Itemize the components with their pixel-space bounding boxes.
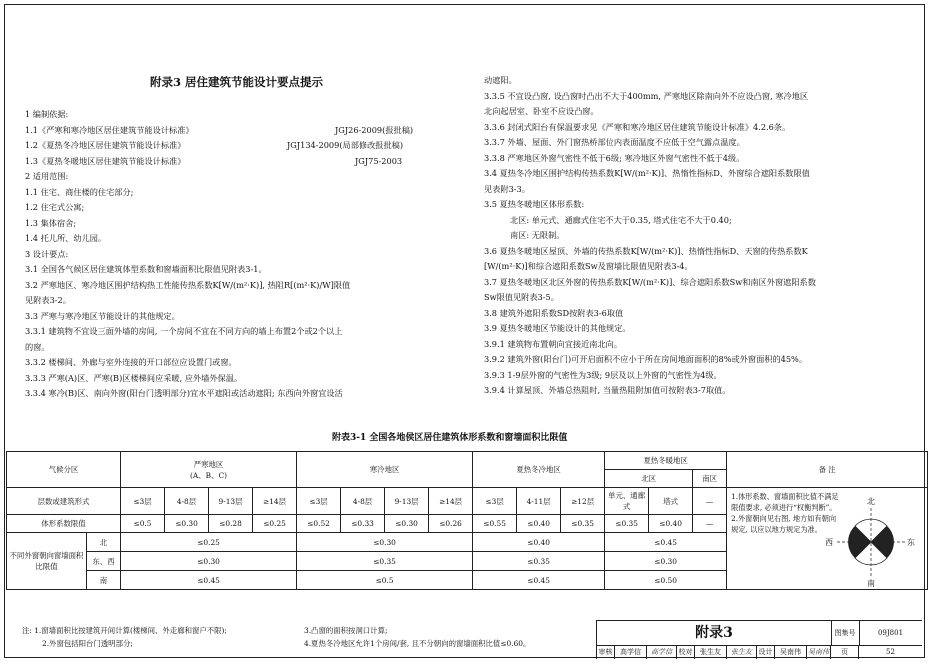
left-line: 见附表3-2。 <box>25 295 71 305</box>
shape-value: ≤0.26 <box>429 515 473 533</box>
right-line: Sw限值见附表3-5。 <box>484 292 559 302</box>
ratio-value: ≤0.30 <box>297 533 473 552</box>
right-line: [W/(m²·K)]和综合遮阳系数Sw及窗墙比限值见附表3-4。 <box>484 261 693 271</box>
shape-value: ≤0.40 <box>649 515 693 533</box>
left-line: 1 编制依据: <box>25 109 69 119</box>
page-number: 52 <box>886 648 895 656</box>
right-line: 3.9 夏热冬暖地区节能设计的其他规定。 <box>484 323 631 333</box>
reviewer-name: 高学信 <box>615 645 647 659</box>
ratio-value: ≤0.5 <box>297 571 473 590</box>
cold-header: 寒冷地区 <box>297 452 473 488</box>
ratio-value: ≤0.30 <box>121 552 297 571</box>
zone-header: 气候分区 <box>7 452 121 488</box>
remarks-header: 备 注 <box>727 452 928 488</box>
table-notes <box>22 624 530 650</box>
ratio-value: ≤0.45 <box>473 571 605 590</box>
compass-east-label: 东 <box>907 538 915 547</box>
appendix-title: 附录3 居住建筑节能设计要点提示 <box>150 75 324 89</box>
shape-value: ≤0.28 <box>209 515 253 533</box>
right-line: 北区: 单元式、通廊式住宅不大于0.35, 塔式住宅不大于0.40; <box>510 214 732 225</box>
ratio-value: ≤0.25 <box>121 533 297 552</box>
shape-value: ≤0.55 <box>473 515 517 533</box>
ratio-value: ≤0.35 <box>297 552 473 571</box>
floors-cell: ≥14层 <box>253 488 297 515</box>
table-caption: 附表3-1 全国各地侯区居住建筑体形系数和窗墙面积比限值 <box>332 433 568 443</box>
ratio-value: ≤0.35 <box>473 552 605 571</box>
orientation-south: 南 <box>87 571 121 590</box>
left-line: 3.1 全国各气候区居住建筑体型系数和窗墙面积比限值见附表3-1。 <box>25 264 267 274</box>
right-line: 3.9.1 建筑物布置朝向宜接近南北向。 <box>484 338 623 349</box>
shape-value: ≤0.30 <box>165 515 209 533</box>
left-line: 3.3.1 建筑物不宜设三面外墙的房间, 一个房间不宜在不同方向的墙上布置2个或2个以上 <box>25 326 343 336</box>
left-line: 的窗。 <box>25 341 50 352</box>
page-label: 页 <box>831 645 859 659</box>
left-line: 3.3.3 严寒(A)区、严寒(B)区楼梯间应采暖, 应外墙外保温。 <box>25 372 243 383</box>
right-column <box>484 73 920 399</box>
standard-code-2: JGJ134-2009(局部修改报批稿) <box>287 140 404 150</box>
left-line: 3.3.4 寒冷(B)区、南向外窗(阳台门透明部分)宜水平遮阳或活动遮阳; 东西向外窗宜设活 <box>25 388 343 398</box>
tower-type-cell: 塔式 <box>649 488 693 515</box>
ratio-value: ≤0.40 <box>473 533 605 552</box>
reviewer-signature: 高学信 <box>647 645 677 659</box>
floors-cell: ≤3层 <box>473 488 517 515</box>
ratio-value: ≤0.50 <box>605 571 727 590</box>
design-label: 设计 <box>757 645 775 659</box>
standard-code-1: JGJ26-2009(报批稿) <box>335 124 414 135</box>
left-column <box>25 107 465 402</box>
designer-name: 吴南伟 <box>775 645 807 659</box>
standard-row-2: 1.2《夏热冬冷地区居住建筑节能设计标准》 JGJ134-2009(局部修改报批稿) <box>25 138 465 154</box>
standard-row-1: 1.1《严寒和寒冷地区居住建筑节能设计标准》 JGJ26-2009(报批稿) <box>25 123 465 139</box>
floors-cell: ≥12层 <box>561 488 605 515</box>
south-zone-header: 南区 <box>693 470 727 488</box>
hsww-header: 夏热冬暖地区 <box>605 452 727 470</box>
left-line: 1.1 住宅、商住楼的住宅部分; <box>25 186 134 197</box>
floors-cell: ≥14层 <box>429 488 473 515</box>
right-line: 3.3.8 严寒地区外窗气密性不低于6级; 寒冷地区外窗气密性不低于4级。 <box>484 152 745 163</box>
south-dash-cell: — <box>693 488 727 515</box>
note-line: 2.外窗包括阳台门透明部分; 4.夏热冬冷地区允许1个房间/套, 且不分朝向的窗墙面积比值≤0.60。 <box>42 639 531 648</box>
shape-coefficient-table <box>6 451 928 590</box>
review-label: 审核 <box>597 645 615 659</box>
checker-name: 张生友 <box>695 645 727 659</box>
ratio-value: ≤0.45 <box>605 533 727 552</box>
right-line: 3.8 建筑外遮阳系数SD按附表3-6取值 <box>484 307 624 318</box>
standard-row-3: 1.3《夏热冬暖地区居住建筑节能设计标准》 JGJ75-2003 <box>25 154 465 170</box>
standard-code-3: JGJ75-2003 <box>355 155 403 166</box>
remarks-note-1: 1.体形系数、窗墙面积比值不满足限值要求, 必须进行“权衡判断”。 <box>731 492 839 512</box>
sheet-title: 附录3 <box>597 621 832 646</box>
orientation-north: 北 <box>87 533 121 552</box>
floors-cell: 9-13层 <box>385 488 429 515</box>
left-line: 3.2 严寒地区、寒冷地区围护结构热工性能传热系数K[W/(m²·K)], 热阻R[(m²·K)/W]限值 <box>25 279 351 290</box>
floors-cell: 9-13层 <box>209 488 253 515</box>
right-line: 3.3.5 不宜设凸窗, 设凸窗时凸出不大于400mm, 严寒地区除南向外不应设凸窗, 寒冷地区 <box>484 90 809 101</box>
shape-value: ≤0.5 <box>121 515 165 533</box>
left-line: 3 设计要点: <box>25 248 69 259</box>
shape-value: ≤0.35 <box>605 515 649 533</box>
floors-cell: 4-8层 <box>165 488 209 515</box>
right-line: 3.9.2 建筑外窗(阳台门)可开启面积不应小于所在房间地面面积的8%或外窗面积的45%。 <box>484 354 808 364</box>
ratio-value: ≤0.30 <box>605 552 727 571</box>
floors-cell: 4-8层 <box>341 488 385 515</box>
orientation-compass <box>823 494 919 590</box>
checker-signature: 张生友 <box>727 645 757 659</box>
left-line: 1.3 集体宿舍; <box>25 217 77 228</box>
atlas-number: 09J801 <box>859 621 922 646</box>
note-line: 注: 1.窗墙面积比按建筑开间计算(楼梯间、外走廊和窗户不限); 3.凸窗的面积按洞口计算; <box>22 626 388 635</box>
right-line: 动遮阳。 <box>484 75 517 85</box>
shape-value: ≤0.35 <box>561 515 605 533</box>
shape-value: — <box>693 515 727 533</box>
shape-value: ≤0.30 <box>385 515 429 533</box>
right-line: 3.3.6 封闭式阳台有保温要求见《严寒和寒冷地区居住建筑节能设计标准》4.2.6条。 <box>484 121 791 132</box>
left-line: 3.3 严寒与寒冷地区节能设计的其他规定。 <box>25 310 180 321</box>
severe-cold-header: 严寒地区 (A、B、C) <box>121 452 297 488</box>
shape-label: 体形系数限值 <box>7 515 121 533</box>
floors-label: 层数或建筑形式 <box>7 488 121 515</box>
floors-cell: ≤3层 <box>297 488 341 515</box>
ratio-value: ≤0.45 <box>121 571 297 590</box>
right-line: 南区: 无限制。 <box>510 230 565 240</box>
atlas-label: 图集号 <box>831 621 860 646</box>
window-ratio-label: 不同外窗朝向窗墙面积比限值 <box>7 533 87 590</box>
right-line: 北向起居室、卧室不应设凸窗。 <box>484 106 599 116</box>
orientation-east-west: 东、西 <box>87 552 121 571</box>
designer-signature: 吴南伟 <box>807 645 831 659</box>
right-line: 3.3.7 外墙、屋面、外门窗热桥部位内表面温度不应低于空气露点温度。 <box>484 137 745 147</box>
right-line: 3.9.3 1-9层外窗的气密性为3级; 9层及以上外窗的气密性为4级。 <box>484 369 722 380</box>
shape-value: ≤0.52 <box>297 515 341 533</box>
left-line: 1.4 托儿所、幼儿园。 <box>25 233 107 243</box>
right-line: 3.5 夏热冬暖地区体形系数: <box>484 199 585 209</box>
north-zone-header: 北区 <box>605 470 693 488</box>
title-block <box>596 620 922 659</box>
unit-type-cell: 单元、通廊式 <box>605 488 649 515</box>
shape-value: ≤0.33 <box>341 515 385 533</box>
remarks-note-2: 2.外窗朝向见右图, 地方如有朝向规定, 以应以地方规定为准。 <box>731 514 837 534</box>
floors-cell: 4-11层 <box>517 488 561 515</box>
compass-west-label: 西 <box>825 538 833 547</box>
signature-row <box>597 645 922 659</box>
left-line: 1.2 住宅式公寓; <box>25 202 85 212</box>
compass-south-label: 南 <box>867 579 875 588</box>
right-line: 3.9.4 计算屋顶、外墙总热阻时, 当量热阻附加值可按附表3-7取值。 <box>484 385 731 395</box>
shape-value: ≤0.40 <box>517 515 561 533</box>
right-line: 3.7 夏热冬暖地区北区外窗的传热系数K[W/(m²·K)]、综合遮阳系数Sw和南区外窗遮阳系数 <box>484 276 816 287</box>
left-line: 3.3.2 楼梯间、外廊与室外连接的开口部位应设置门或窗。 <box>25 357 237 367</box>
shape-value: ≤0.25 <box>253 515 297 533</box>
compass-north-label: 北 <box>867 497 875 506</box>
hscw-header: 夏热冬冷地区 <box>473 452 605 488</box>
right-line: 见表附3-3。 <box>484 183 530 194</box>
right-line: 3.4 夏热冬冷地区围护结构传热系数K[W/(m²·K)]、热惰性指标D、外窗综合遮阳系数限值 <box>484 168 810 178</box>
floors-cell: ≤3层 <box>121 488 165 515</box>
compass-icon <box>823 494 919 590</box>
check-label: 校对 <box>677 645 695 659</box>
right-line: 3.6 夏热冬暖地区屋顶、外墙的传热系数K[W/(m²·K)]、热惰性指标D、天窗的传热系数K <box>484 245 808 256</box>
left-line: 2 适用范围: <box>25 171 69 181</box>
